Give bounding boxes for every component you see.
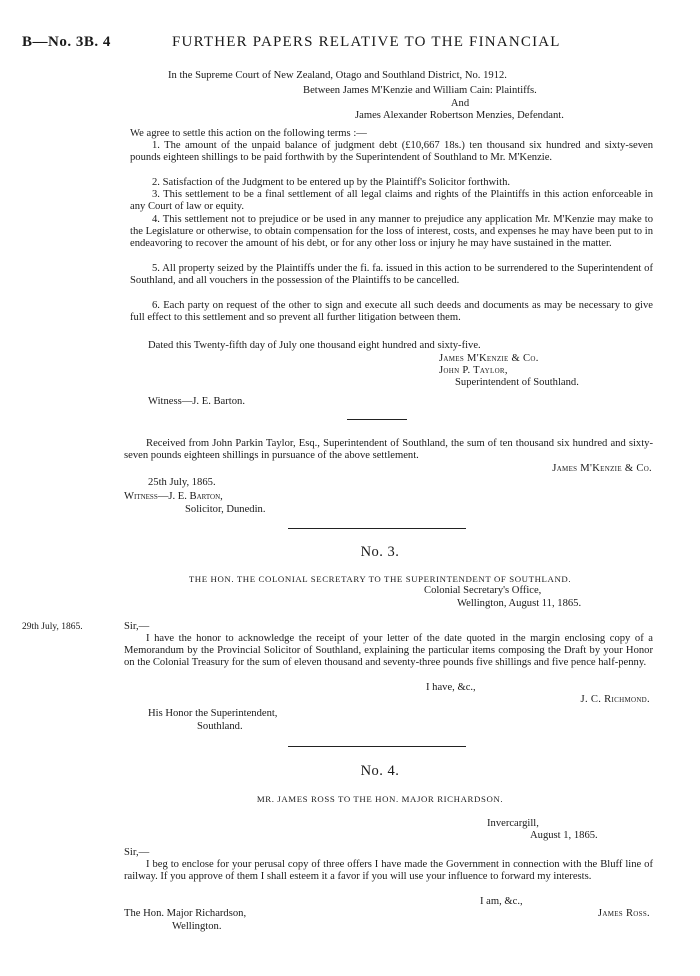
letter-3-body: I have the honor to acknowledge the receipt of your letter of the date quoted in the margin enclosing copy of a Memorandum by the Provincial Solicitor of Southland, explaining the particular items composing the Draft by your Honor on the Colonial Treasury for the sum of eleven thousand and seventy-three pounds five shillings and five pence half-penny. — [124, 633, 653, 669]
term-6: 6. Each party on request of the other to sign and execute all such deeds and documents as may be necessary to give full effect to this settlement and so prevent all further litigation between them. — [130, 300, 653, 324]
receipt-date: 25th July, 1865. — [148, 477, 216, 488]
receipt-witness-name: Witness—J. E. Barton, — [124, 491, 223, 502]
page-title: FURTHER PAPERS RELATIVE TO THE FINANCIAL — [172, 34, 561, 50]
letter-4-date: August 1, 1865. — [530, 830, 598, 841]
letter-4-addressee-place: Wellington. — [172, 921, 222, 932]
agreement-intro: We agree to settle this action on the following terms :— — [130, 128, 367, 139]
term-5: 5. All property seized by the Plaintiffs under the fi. fa. issued in this action to be surrendered to the Superintendent of Southland, and all vouchers in the possession of the Plaintiffs to be cancelled. — [130, 263, 653, 287]
signature-mckenzie: James M'Kenzie & Co. — [439, 353, 539, 364]
letter-3-office: Colonial Secretary's Office, — [424, 585, 542, 596]
term-3: 3. This settlement to be a final settlement of all legal claims and rights of the Plaintiffs in this action enforceable in any Court of law or equity. — [130, 189, 653, 213]
dated-line: Dated this Twenty-fifth day of July one thousand eight hundred and sixty-five. — [148, 340, 481, 351]
court-line: In the Supreme Court of New Zealand, Otago and Southland District, No. 1912. — [168, 70, 507, 81]
letter-3-heading: THE HON. THE COLONIAL SECRETARY TO THE SUPERINTENDENT OF SOUTHLAND. — [188, 574, 572, 584]
letter-4-salutation: Sir,— — [124, 847, 150, 858]
section-divider — [288, 528, 466, 529]
witness-line: Witness—J. E. Barton. — [148, 396, 245, 407]
letter-4-body: I beg to enclose for your perusal copy of three offers I have made the Government in connection with the Bluff line of railway. If you approve of them I shall esteem it a favor if you will use your influence to forward my interests. — [124, 859, 653, 883]
term-2: 2. Satisfaction of the Judgment to be entered up by the Plaintiff's Solicitor forthwith. — [152, 177, 511, 188]
letter-3-salutation: Sir,— — [124, 621, 150, 632]
letter-3-addressee-place: Southland. — [197, 721, 243, 732]
receipt-text: Received from John Parkin Taylor, Esq., Superintendent of Southland, the sum of ten thousand six hundred and sixty-seven pounds eighteen shillings in pursuance of the above settlement. — [124, 438, 653, 462]
letter-3-number: No. 3. — [360, 544, 400, 560]
letter-4-heading: MR. JAMES ROSS TO THE HON. MAJOR RICHARDSON. — [256, 794, 504, 804]
letter-3-signature: J. C. Richmond. — [580, 694, 650, 705]
signature-taylor: John P. Taylor, — [439, 365, 508, 376]
receipt-signature: James M'Kenzie & Co. — [552, 463, 652, 474]
letter-4-closing: I am, &c., — [480, 896, 523, 907]
and-line: And — [450, 98, 470, 109]
letter-3-place-date: Wellington, August 11, 1865. — [457, 598, 582, 609]
letter-4-addressee: The Hon. Major Richardson, — [124, 908, 247, 919]
term-4: 4. This settlement not to prejudice or be used in any manner to prejudice any application Mr. M'Kenzie may make to the Legislature or otherwise, to obtain compensation for the loss of interest, costs, and expenses he may have been put to in endeavoring to recover the amount of his debt, or for any other loss or injury he may have sustained in the matter. — [130, 214, 653, 250]
signature-title: Superintendent of Southland. — [455, 377, 579, 388]
letter-4-signature: James Ross. — [597, 908, 650, 919]
letter-3-closing: I have, &c., — [426, 682, 476, 693]
between-line: Between James M'Kenzie and William Cain: Plaintiffs. — [303, 85, 537, 96]
letter-4-number: No. 4. — [360, 763, 400, 779]
divider — [347, 419, 407, 420]
defendant-line: James Alexander Robertson Menzies, Defendant. — [355, 110, 564, 121]
term-1: 1. The amount of the unpaid balance of judgment debt (£10,667 18s.) ten thousand six hundred and sixty-seven pounds eighteen shillings to be paid forthwith by the Superintendent of Southland to Mr. M'Kenzie. — [130, 140, 653, 164]
letter-3-addressee: His Honor the Superintendent, — [148, 708, 278, 719]
margin-date: 29th July, 1865. — [22, 622, 83, 632]
receipt-witness — [124, 491, 424, 503]
page-identifier: B—No. 3B. 4 — [22, 34, 111, 50]
receipt-witness-title: Solicitor, Dunedin. — [185, 504, 266, 515]
letter-4-place: Invercargill, — [487, 818, 539, 829]
section-divider-2 — [288, 746, 466, 747]
